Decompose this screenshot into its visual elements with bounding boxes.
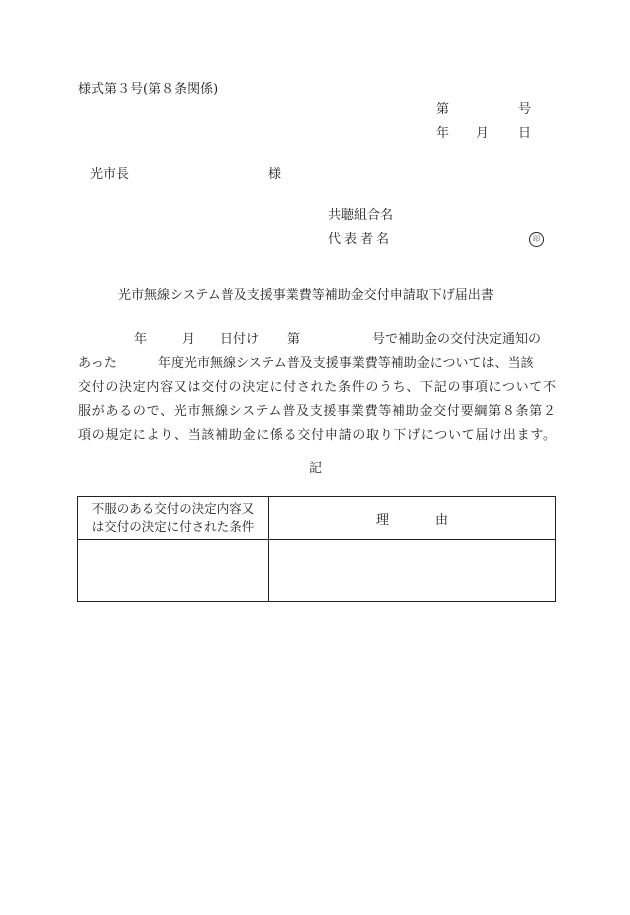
body-line-4: 服があるので、光市無線システム普及支援事業費等補助金交付要綱第８条第２ [78, 404, 556, 419]
document-title: 光市無線システム普及支援事業費等補助金交付申請取下げ届出書 [118, 288, 494, 303]
body-year-label: 年 [134, 332, 148, 347]
date-day-label: 日 [518, 126, 532, 141]
body-line-5: 項の規定により、当該補助金に係る交付申請の取り下げについて届け出ます。 [78, 428, 556, 443]
union-name-label: 共聴組合名 [328, 208, 394, 223]
body-number-dai: 第 [287, 332, 301, 347]
objection-table [77, 496, 556, 602]
table-header-objection [78, 497, 269, 540]
table-cell-objection[interactable] [78, 540, 269, 602]
form-number: 様式第３号(第８条関係) [78, 82, 219, 97]
table-row [78, 540, 556, 602]
date-year-label: 年 [436, 126, 450, 141]
table-header-reason-label: 理由 [376, 512, 448, 528]
addressee-honorific: 様 [268, 167, 282, 182]
date-month-label: 月 [476, 126, 490, 141]
body-line-2-rest: 年度光市無線システム普及支援事業費等補助金については、当該 [158, 356, 534, 371]
table-header-objection-line-2: は交付の決定に付された条件 [91, 519, 255, 534]
table-cell-reason[interactable] [269, 540, 556, 602]
document-number-dai: 第 [436, 102, 450, 117]
table-header-row [78, 497, 556, 540]
body-paragraph [78, 328, 556, 448]
body-atta: あった [78, 356, 117, 371]
body-line-3: 交付の決定内容又は交付の決定に付された条件のうち、下記の事項について不 [78, 380, 556, 395]
body-date-label: 日付け [220, 332, 260, 347]
table-header-objection-line-1: 不服のある交付の決定内容又 [91, 501, 255, 516]
representative-label: 代表者名 [328, 232, 393, 247]
ki-heading: 記 [309, 461, 323, 476]
document-number-go: 号 [518, 102, 532, 117]
body-line-1-rest: 号で補助金の交付決定通知の [372, 332, 542, 347]
body-line-2 [78, 352, 556, 376]
addressee-name: 光市長 [90, 167, 130, 182]
seal-icon: 印 [529, 232, 544, 247]
body-line-1 [78, 328, 556, 352]
body-month-label: 月 [182, 332, 196, 347]
table-header-reason [269, 497, 556, 540]
